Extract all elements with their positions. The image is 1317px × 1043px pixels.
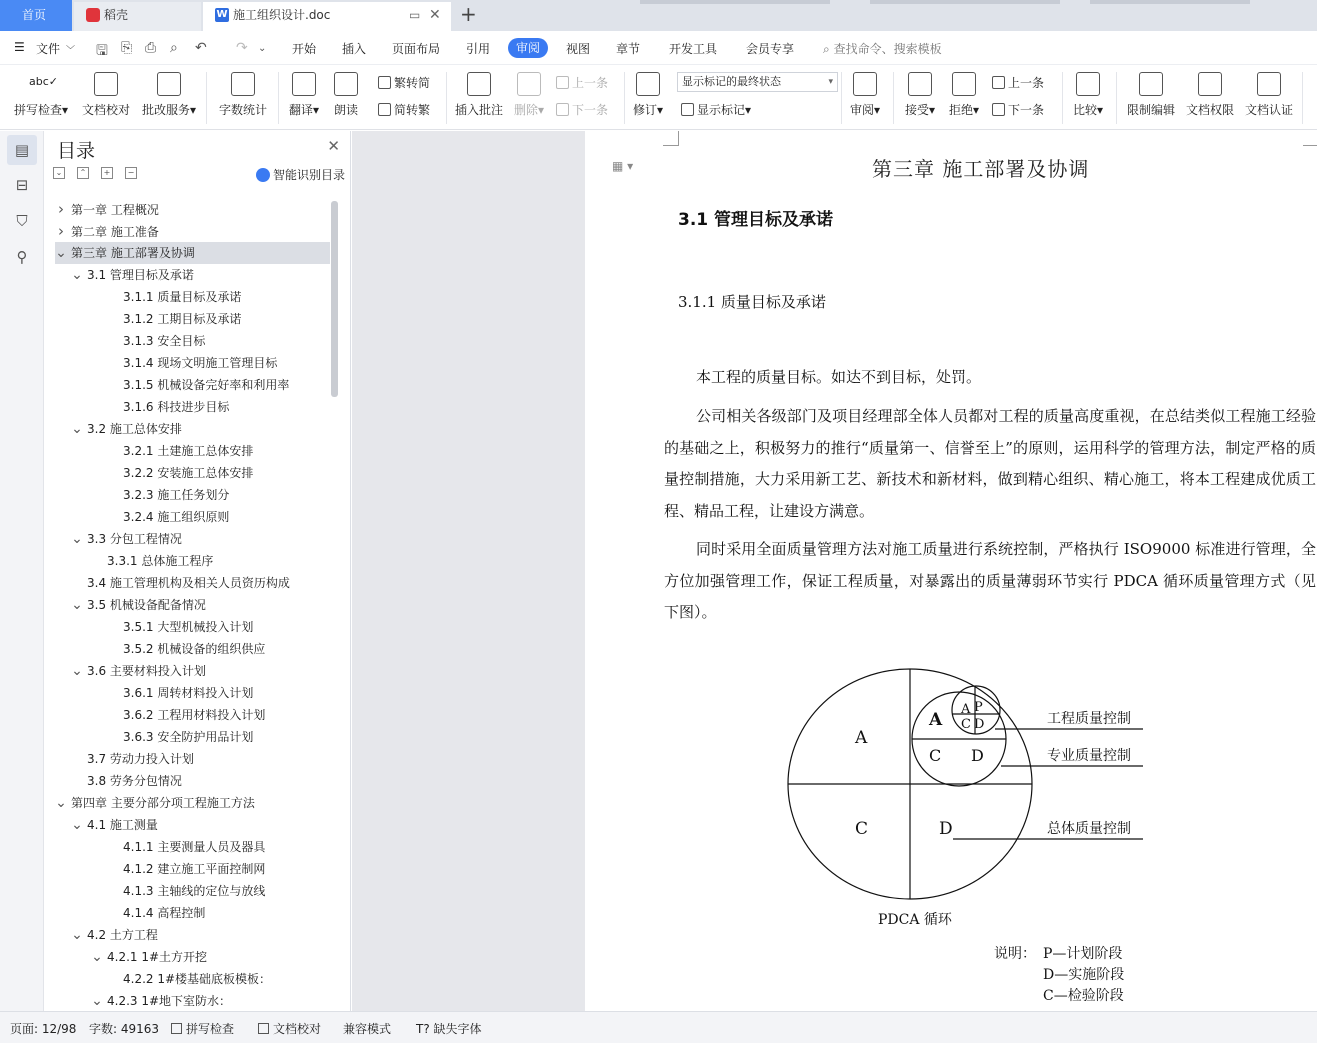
word-count-button[interactable]: [216, 66, 270, 118]
toc-item-label: 3.6 主要材料投入计划: [87, 664, 206, 678]
toc-item-label: 3.1.3 安全目标: [123, 334, 206, 348]
toc-item[interactable]: [55, 462, 330, 484]
toc-item[interactable]: [55, 550, 330, 572]
doc-permission-button[interactable]: [1183, 66, 1237, 118]
trad-to-simp-button[interactable]: 繁转简: [378, 74, 430, 91]
explain-line: C—检验阶段: [1043, 988, 1124, 1004]
remove-heading-icon[interactable]: −: [125, 167, 137, 179]
toc-item[interactable]: [55, 704, 330, 726]
toc-item[interactable]: [55, 572, 330, 594]
chevron-right-icon[interactable]: ›: [58, 222, 64, 240]
delete-comment-icon: [517, 72, 541, 96]
toc-item[interactable]: [55, 418, 330, 440]
status-doc-proof[interactable]: 文档校对: [258, 1020, 321, 1037]
toc-item-label: 3.6.2 工程用材料投入计划: [123, 708, 266, 722]
toc-item-label: 4.1.2 建立施工平面控制网: [123, 862, 266, 876]
simp-to-trad-button[interactable]: 简转繁: [378, 101, 430, 118]
search-icon: ⌕: [823, 42, 830, 56]
next-comment-button[interactable]: 下一条: [556, 101, 608, 118]
restrict-edit-label: 限制编辑: [1126, 103, 1175, 117]
ribbon-separator: [278, 72, 279, 124]
accept-icon: [908, 72, 932, 96]
toc-item[interactable]: [55, 660, 330, 682]
word-count[interactable]: 字数: 49163: [89, 1022, 160, 1036]
translate-icon: [292, 72, 316, 96]
toc-item[interactable]: [55, 858, 330, 880]
pdca-big-d: D: [939, 819, 953, 839]
toc-item[interactable]: [55, 814, 330, 836]
toc-item[interactable]: [55, 330, 330, 352]
search-icon[interactable]: ⚲: [16, 248, 28, 266]
batch-service-label: 批改服务▾: [141, 103, 197, 117]
chevron-down-icon[interactable]: ⌄: [91, 993, 103, 1008]
pdca-mid-c: C: [929, 746, 942, 765]
toc-item[interactable]: [55, 880, 330, 902]
crop-mark: [678, 131, 679, 145]
toc-item-label: 4.1.1 主要测量人员及器具: [123, 840, 266, 854]
markup-state-value: 显示标记的最终状态: [682, 75, 781, 88]
pin-tab-icon[interactable]: ▭: [409, 8, 421, 22]
reject-button[interactable]: [946, 66, 982, 118]
toc-item-label: 3.8 劳务分包情况: [87, 774, 182, 788]
smart-toc-label: 智能识别目录: [272, 168, 345, 182]
toc-item-label: 3.6.1 周转材料投入计划: [123, 686, 254, 700]
tab-bar: [0, 0, 1317, 31]
file-menu[interactable]: 文件: [36, 42, 61, 56]
paragraph-1: 本工程的质量目标。如达不到目标，处罚。: [696, 368, 982, 386]
menu-page-layout[interactable]: 页面布局: [392, 42, 441, 56]
toc-item[interactable]: [55, 638, 330, 660]
restrict-edit-button[interactable]: [1124, 66, 1178, 118]
toc-item-label: 4.1.3 主轴线的定位与放线: [123, 884, 266, 898]
pdca-small-a: A: [961, 702, 971, 717]
toc-item-label: 3.6.3 安全防护用品计划: [123, 730, 254, 744]
new-tab-button[interactable]: +: [460, 2, 477, 26]
navigation-rail: [0, 131, 44, 1011]
toc-item[interactable]: [55, 528, 330, 550]
daoke-logo-icon: [86, 8, 100, 22]
toc-item-label: 3.4 施工管理机构及相关人员资历构成: [87, 576, 290, 590]
toc-item[interactable]: [55, 594, 330, 616]
word-count-label: 字数统计: [218, 103, 267, 117]
chevron-down-icon[interactable]: ﹀: [66, 46, 76, 56]
simp-to-trad-icon: [378, 103, 391, 116]
doc-proof-label: 文档校对: [81, 103, 130, 117]
toc-item[interactable]: [55, 484, 330, 506]
review-pane-icon: [853, 72, 877, 96]
toc-item-label: 3.2.4 施工组织原则: [123, 510, 230, 524]
tab-strip-decoration: [1090, 0, 1250, 4]
pdca-label-professional: 专业质量控制: [1047, 748, 1131, 764]
menu-references[interactable]: 引用: [466, 42, 491, 56]
paragraph-2: 公司相关各级部门及项目经理部全体人员都对工程的质量高度重视，在总结类似工程施工经验的基础之上，积极努力的推行“质量第一、信誉至上”的原则，运用科学的管理方法，制定严格的质量控制措施，大力采用新工艺、新技术和新材料，做到精心组织、精心施工，将本工程建成优质工程、精品工程，让建设方满意。: [664, 407, 1316, 520]
toc-item-label: 4.2.2 1#楼基础底板模板：: [123, 972, 272, 986]
pdca-small-c: C: [961, 717, 971, 732]
command-search[interactable]: [823, 40, 942, 57]
chevron-down-icon[interactable]: ⌄: [71, 421, 83, 437]
track-changes-button[interactable]: [630, 66, 666, 118]
menu-insert[interactable]: 插入: [342, 42, 367, 56]
tab-daoke-label: 稻壳: [104, 8, 129, 22]
permission-icon: [1198, 72, 1222, 96]
chapter-title: 第三章 施工部署及协调: [872, 157, 1090, 181]
ribbon-separator: [624, 72, 625, 124]
chevron-down-icon[interactable]: ⌄: [55, 245, 67, 261]
customize-chevron-icon[interactable]: ⌄: [258, 43, 267, 54]
track-changes-icon: [636, 72, 660, 96]
toc-item[interactable]: [55, 792, 330, 814]
expand-up-icon[interactable]: ⌃: [77, 167, 89, 179]
insert-comment-label: 插入批注: [454, 103, 503, 117]
explain-line: P—计划阶段: [1043, 946, 1123, 962]
toc-item-label: 3.2.2 安装施工总体安排: [123, 466, 254, 480]
batch-service-button[interactable]: [140, 66, 198, 118]
print-icon[interactable]: ⎙: [145, 40, 157, 56]
prev-change-icon: [992, 76, 1005, 89]
accept-label: 接受▾: [904, 103, 936, 117]
toc-item-label: 3.2.1 土建施工总体安排: [123, 444, 254, 458]
explain-line: D—实施阶段: [1043, 967, 1125, 983]
chevron-down-icon[interactable]: ⌄: [91, 949, 103, 965]
review-pane-button[interactable]: [846, 66, 884, 118]
save-icon[interactable]: 🖫: [96, 43, 108, 59]
trad-to-simp-icon: [378, 76, 391, 89]
toc-item-label: 3.2.3 施工任务划分: [123, 488, 230, 502]
smart-toc-icon: [256, 168, 270, 182]
spell-check-icon: abc✓: [29, 75, 58, 88]
toc-item-label: 3.3.1 总体施工程序: [107, 554, 214, 568]
ribbon-separator: [206, 72, 207, 124]
toc-item-label: 3.5 机械设备配备情况: [87, 598, 206, 612]
ribbon-separator: [893, 72, 894, 124]
toc-item[interactable]: [55, 308, 330, 330]
toc-item[interactable]: [55, 770, 330, 792]
compare-button[interactable]: [1068, 66, 1108, 118]
chevron-down-icon[interactable]: ⌄: [55, 795, 67, 811]
reject-label: 拒绝▾: [948, 103, 980, 117]
toc-item-label: 3.1 管理目标及承诺: [87, 268, 194, 282]
subsection-heading: 3.1.1 质量目标及承诺: [678, 293, 826, 311]
toc-item-label: 3.1.6 科技进步目标: [123, 400, 230, 414]
proof-icon: [258, 1023, 269, 1034]
pdca-big-c: C: [855, 819, 869, 839]
toc-item[interactable]: [55, 506, 330, 528]
doc-cert-label: 文档认证: [1244, 103, 1293, 117]
undo-icon[interactable]: ↶: [195, 40, 207, 56]
toc-item-label: 4.1 施工测量: [87, 818, 158, 832]
toc-scrollbar[interactable]: [331, 201, 338, 397]
chevron-down-icon: ▾: [828, 77, 833, 87]
toc-item[interactable]: [55, 682, 330, 704]
read-aloud-label: 朗读: [333, 103, 358, 117]
toc-item[interactable]: [55, 726, 330, 748]
ribbon-separator: [1302, 72, 1303, 124]
toc-item[interactable]: [55, 902, 330, 924]
bookmark-icon[interactable]: ⛉: [16, 212, 28, 230]
add-heading-icon[interactable]: +: [101, 167, 113, 179]
document-page[interactable]: [585, 131, 1317, 1011]
accept-button[interactable]: [902, 66, 938, 118]
review-pane-label: 审阅▾: [849, 103, 881, 117]
status-bar: [0, 1011, 1317, 1043]
paragraph-3: 同时采用全面质量管理方法对施工质量进行系统控制，严格执行 ISO9000 标准进行管理，全方位加强管理工作，保证工程质量，对暴露出的质量薄弱环节实行 PDCA 循环质量管理方式（见下图）。: [664, 540, 1316, 621]
compare-label: 比较▾: [1072, 103, 1104, 117]
toc-item-label: 3.3 分包工程情况: [87, 532, 182, 546]
menu-bar: [0, 31, 1317, 65]
toc-item-label: 4.1.4 高程控制: [123, 906, 206, 920]
doc-cert-button[interactable]: [1242, 66, 1296, 118]
toc-item-label: 3.2 施工总体安排: [87, 422, 182, 436]
chevron-down-icon[interactable]: ⌄: [71, 927, 83, 943]
prev-comment-button[interactable]: 上一条: [556, 74, 608, 91]
toc-item-label: 3.1.1 质量目标及承诺: [123, 290, 242, 304]
tab-strip-decoration: [640, 0, 830, 4]
insert-comment-icon: [467, 72, 491, 96]
track-changes-label: 修订▾: [632, 103, 664, 117]
compat-mode: 兼容模式: [343, 1022, 392, 1036]
doc-proof-button[interactable]: [80, 66, 132, 118]
read-aloud-button[interactable]: [330, 66, 362, 118]
tab-document[interactable]: [203, 2, 451, 31]
next-change-icon: [992, 103, 1005, 116]
explain-title: 说明：: [994, 946, 1036, 962]
export-pdf-icon[interactable]: ⎘: [121, 40, 133, 56]
chevron-down-icon[interactable]: ⌄: [71, 663, 83, 679]
toc-item-label: 4.2.3 1#地下室防水：: [107, 994, 232, 1008]
prev-change-button[interactable]: 上一条: [992, 74, 1044, 91]
toc-panel-icon[interactable]: ▤: [7, 135, 37, 165]
lock-icon: [1139, 72, 1163, 96]
pdca-small-p: P: [974, 700, 983, 715]
ribbon-separator: [1116, 72, 1117, 124]
menu-chapter[interactable]: 章节: [616, 42, 641, 56]
toc-list: [55, 198, 330, 1008]
spell-check-label: 拼写检查▾: [13, 103, 69, 117]
doc-permission-label: 文档权限: [1185, 103, 1234, 117]
pdca-diagram: [775, 659, 1155, 939]
translate-button[interactable]: [285, 66, 323, 118]
menu-member[interactable]: 会员专享: [746, 42, 795, 56]
markup-state-select[interactable]: [677, 72, 838, 92]
read-aloud-icon: [334, 72, 358, 96]
chevron-down-icon[interactable]: ⌄: [71, 597, 83, 613]
delete-comment-label: 删除▾: [513, 103, 545, 117]
toc-item[interactable]: [55, 220, 330, 242]
missing-font-button[interactable]: T? 缺失字体: [416, 1022, 482, 1036]
toc-item-label: 第二章 施工准备: [71, 225, 159, 239]
toc-item-label: 4.2 土方工程: [87, 928, 158, 942]
status-spell-check[interactable]: 拼写检查: [171, 1020, 234, 1037]
toc-item[interactable]: [55, 286, 330, 308]
close-tab-icon[interactable]: ✕: [429, 7, 441, 23]
toc-item[interactable]: [55, 990, 330, 1008]
toc-item-label: 3.5.1 大型机械投入计划: [123, 620, 254, 634]
toc-item[interactable]: [55, 748, 330, 770]
next-change-button[interactable]: 下一条: [992, 101, 1044, 118]
pdca-mid-d: D: [971, 746, 984, 765]
pdca-mid-a: A: [929, 710, 943, 730]
toc-item-label: 3.1.5 机械设备完好率和利用率: [123, 378, 290, 392]
writer-logo-icon: W: [216, 9, 228, 20]
spell-check-button[interactable]: [10, 66, 72, 118]
toc-item-label: 3.1.4 现场文明施工管理目标: [123, 356, 278, 370]
toc-item-label: 4.2.1 1#土方开挖: [107, 950, 208, 964]
ribbon-separator: [841, 72, 842, 124]
compare-icon: [1076, 72, 1100, 96]
collapse-all-icon[interactable]: ⌄: [53, 167, 65, 179]
crop-mark: [663, 145, 679, 146]
reject-icon: [952, 72, 976, 96]
redo-icon[interactable]: ↷: [236, 40, 248, 56]
translate-label: 翻译▾: [288, 103, 320, 117]
ribbon-separator: [1062, 72, 1063, 124]
certificate-icon: [1257, 72, 1281, 96]
toc-item[interactable]: [55, 242, 330, 264]
toc-item-label: 3.1.2 工期目标及承诺: [123, 312, 242, 326]
menu-review[interactable]: 审阅: [508, 38, 548, 58]
toc-item[interactable]: [55, 968, 330, 990]
toc-item[interactable]: [55, 946, 330, 968]
prev-comment-icon: [556, 76, 569, 89]
toc-item[interactable]: [55, 616, 330, 638]
show-markup-button[interactable]: 显示标记▾: [681, 101, 751, 118]
toc-item-label: 3.7 劳动力投入计划: [87, 752, 194, 766]
close-icon[interactable]: ✕: [327, 137, 340, 155]
word-count-icon: [231, 72, 255, 96]
ribbon-separator: [446, 72, 447, 124]
tab-daoke[interactable]: [74, 2, 201, 31]
insert-comment-button[interactable]: [452, 66, 506, 118]
print-preview-icon[interactable]: ⌕: [170, 40, 178, 56]
crop-mark: [1303, 145, 1317, 146]
menu-developer[interactable]: 开发工具: [669, 42, 718, 56]
hamburger-icon[interactable]: ☰: [14, 40, 25, 54]
chapter-nav-icon[interactable]: ⊟: [15, 176, 29, 194]
menu-view[interactable]: 视图: [566, 42, 591, 56]
menu-start[interactable]: 开始: [292, 42, 317, 56]
toc-item[interactable]: [55, 440, 330, 462]
section-heading: 3.1 管理目标及承诺: [678, 210, 834, 230]
toc-item[interactable]: [55, 836, 330, 858]
missing-font-icon: T?: [416, 1022, 430, 1036]
toc-item[interactable]: [55, 264, 330, 286]
chevron-down-icon[interactable]: ⌄: [71, 531, 83, 547]
toc-item-label: 第一章 工程概况: [71, 203, 159, 217]
pdca-small-d: D: [974, 717, 985, 732]
toc-item[interactable]: [55, 924, 330, 946]
checkbox-icon: [171, 1023, 182, 1034]
doc-proof-icon: [94, 72, 118, 96]
chevron-down-icon[interactable]: ⌄: [71, 817, 83, 833]
toc-item-label: 3.5.2 机械设备的组织供应: [123, 642, 266, 656]
tab-home[interactable]: 首页: [0, 0, 72, 31]
delete-comment-button[interactable]: [510, 66, 548, 118]
tab-document-label: 施工组织设计.doc: [233, 8, 331, 22]
chevron-right-icon[interactable]: ›: [58, 200, 64, 218]
toc-panel: [45, 131, 351, 1011]
toc-item[interactable]: [55, 396, 330, 418]
tab-strip-decoration: [870, 0, 1060, 4]
document-outline-icon[interactable]: ▦ ▾: [612, 159, 634, 173]
pdca-caption: PDCA 循环: [878, 912, 952, 928]
show-markup-icon: [681, 103, 694, 116]
batch-service-icon: [157, 72, 181, 96]
pdca-big-a: A: [855, 728, 868, 748]
next-comment-icon: [556, 103, 569, 116]
command-search-placeholder: 查找命令、搜索模板: [833, 42, 942, 56]
smart-toc-button[interactable]: [256, 166, 345, 183]
toc-item[interactable]: [55, 374, 330, 396]
toc-title: 目录: [57, 140, 96, 162]
pdca-label-overall: 总体质量控制: [1047, 821, 1131, 837]
toc-item-label: 第四章 主要分部分项工程施工方法: [71, 796, 255, 810]
toc-item-label: 第三章 施工部署及协调: [71, 246, 195, 260]
toc-item[interactable]: [55, 352, 330, 374]
page-indicator[interactable]: 页面: 12/98: [10, 1022, 77, 1036]
review-ribbon: [0, 66, 1317, 130]
toc-item[interactable]: [55, 198, 330, 220]
chevron-down-icon[interactable]: ⌄: [71, 267, 83, 283]
pdca-label-project: 工程质量控制: [1047, 711, 1131, 727]
